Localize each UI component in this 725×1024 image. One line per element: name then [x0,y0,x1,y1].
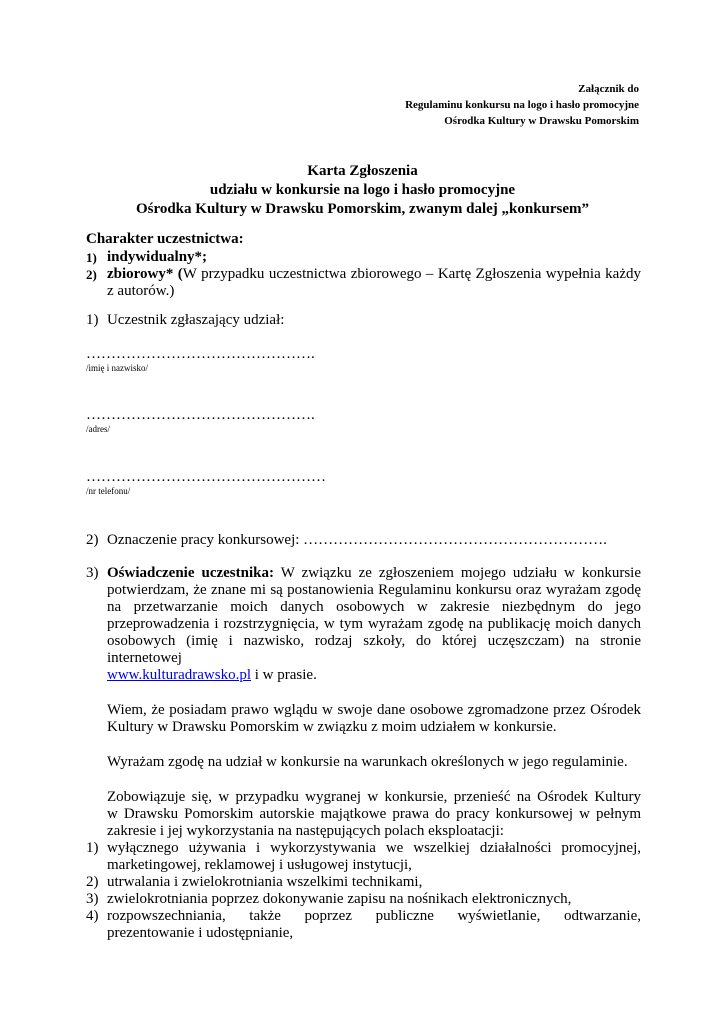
section-number: 3) [86,565,99,581]
list-item-text: zwielokrotniania poprzez dokonywanie zapisu na nośnikach elektronicznych, [107,891,572,907]
website-link[interactable]: www.kulturadrawsko.pl [107,667,252,683]
text-line: potwierdzam, że znane mi są postanowienia Regulaminu konkursu oraz wyrażam zgodę [107,582,641,598]
text-line: osobowych (imię i nazwisko, rodzaj szkoły, do której uczęszczam) na stronie internetowej [107,633,641,666]
list-item-text-cont: prezentowanie i udostępnianie, [107,925,294,941]
participation-option-individual [86,249,641,266]
applicant-heading: Uczestnik zgłaszający udział: [107,312,285,328]
applicant-section [86,312,641,329]
option-label: indywidualny*; [107,249,208,265]
title-line-1: Karta Zgłoszenia [307,163,418,179]
title-line-3: Ośrodka Kultury w Drawsku Pomorskim, zwanym dalej „konkursem” [135,201,590,217]
phone-field-dots[interactable]: ………………………………………… [86,469,326,485]
option-number: 2) [86,267,97,282]
list-item-number: 2) [86,874,99,890]
text-line: przeprowadzenia i rozstrzygnięcia, w tym wyrażam zgodę na publikację moich danych [107,616,641,632]
list-item-text: wyłącznego używania i wykorzystywania we wszelkiej działalności promocyjnej, [107,840,641,856]
annex-line-1: Załącznik do [578,83,639,95]
list-item [86,908,641,942]
address-field-dots[interactable]: ………………………………………. [86,407,315,423]
option-number: 1) [86,250,97,265]
annex-line-3: Ośrodka Kultury w Drawsku Pomorskim [444,115,639,127]
list-item-number: 1) [86,840,99,856]
list-item-text: rozpowszechniania, także poprzez publiczne wyświetlanie, odtwarzanie, [107,908,641,924]
declaration-paragraph-2 [107,702,641,736]
section-number: 2) [86,532,99,548]
text-line: i w prasie. [251,667,317,683]
declaration-section [86,565,641,942]
text-line: W związku ze zgłoszeniem mojego udziału w konkursie [280,565,641,581]
declaration-heading: Oświadczenie uczestnika: [107,565,274,581]
text-line: w Drawsku Pomorskim autorskie majątkowe prawa do pracy konkursowej w pełnym [107,806,641,822]
text-line: na przetwarzanie moich danych osobowych w zakresie niezbędnym do jego [107,599,641,615]
declaration-paragraph-4 [107,789,641,840]
option-label: zbiorowy* ( [107,266,183,282]
name-field-caption: /imię i nazwisko/ [86,363,148,373]
section-number: 1) [86,312,99,328]
list-item [86,891,641,908]
title-line-2: udziału w konkursie na logo i hasło promocyjne [209,182,516,198]
list-item [86,874,641,891]
participation-heading: Charakter uczestnictwa: [86,231,244,247]
exploitation-fields-list [86,840,641,942]
list-item-number: 3) [86,891,99,907]
text-line: Wiem, że posiadam prawo wglądu w swoje dane osobowe zgromadzone przez Ośrodek [107,702,641,718]
list-item [86,840,641,874]
option-note-cont: z autorów.) [107,283,175,299]
option-note: W przypadku uczestnictwa zbiorowego – Kartę Zgłoszenia wypełnia każdy [182,266,641,282]
address-field-caption: /adres/ [86,424,110,434]
annex-header [405,81,639,129]
document-title [0,162,725,219]
declaration-paragraph-3: Wyrażam zgodę na udział w konkursie na warunkach określonych w jego regulaminie. [107,754,628,770]
text-line: zakresie i jej wykorzystania na następujących polach eksploatacji: [107,823,504,839]
list-item-text-cont: marketingowej, reklamowej i usługowej instytucji, [107,857,412,873]
text-line: Kultury w Drawsku Pomorskim w związku z moim udziałem w konkursie. [107,719,557,735]
name-field-dots[interactable]: ………………………………………. [86,346,315,362]
text-line: Zobowiązuje się, w przypadku wygranej w konkursie, przenieść na Ośrodek Kultury [107,789,641,805]
declaration-paragraph-1 [107,565,641,684]
participation-option-collective [86,266,641,300]
phone-field-caption: /nr telefonu/ [86,486,131,496]
annex-line-2: Regulaminu konkursu na logo i hasło promocyjne [405,99,639,111]
list-item-text: utrwalania i zwielokrotniania wszelkimi technikami, [107,874,423,890]
work-label-section [86,532,646,549]
list-item-number: 4) [86,908,99,924]
work-label-field[interactable]: Oznaczenie pracy konkursowej: ……………………………………………………. [107,532,607,548]
